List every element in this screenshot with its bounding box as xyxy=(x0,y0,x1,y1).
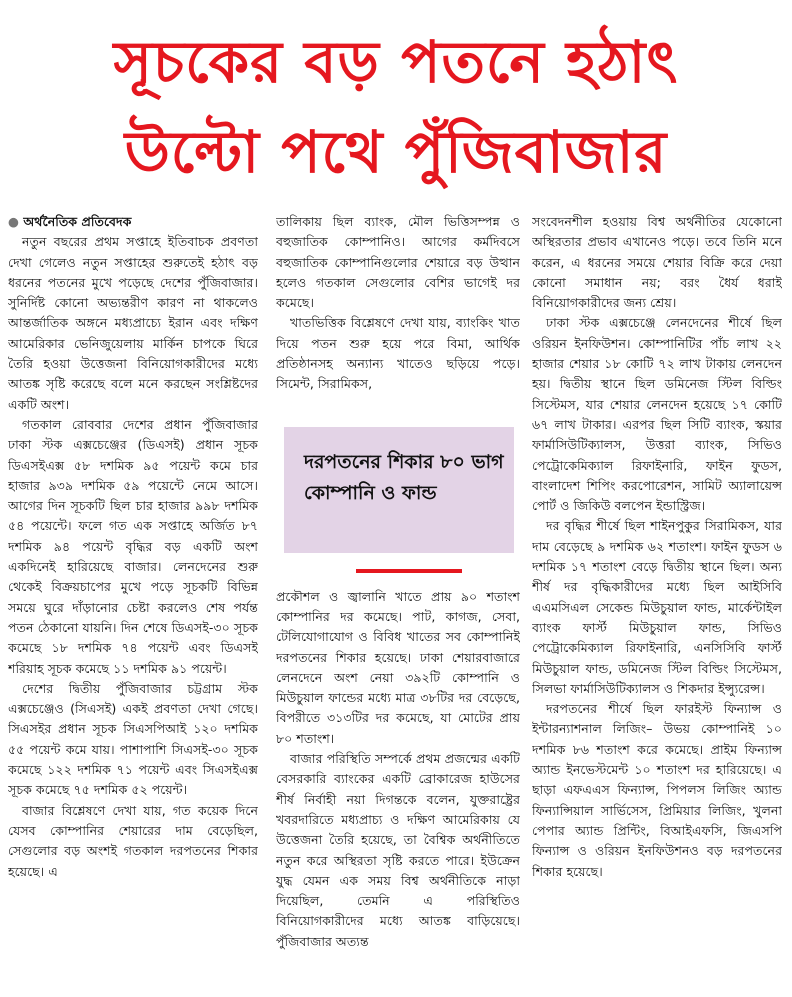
pull-quote: দরপতনের শিকার ৮০ ভাগ কোম্পানি ও ফান্ড xyxy=(284,427,514,553)
paragraph: প্রকৌশল ও জ্বালানি খাতে প্রায় ৯০ শতাংশ কোম্পানির দর কমেছে। পাট, কাগজ, সেবা, টেলিযোগাযোগ ও বিবিধ খাতের সব কোম্পানিই দরপতনের শিকার হয়েছে। ঢাকা শেয়ারবাজারে লেনদেনে অংশ নেয়া ৩৯২টি কোম্পানি ও মিউচুয়াল ফান্ডের মধ্যে মাত্র ৩৮টির দর বেড়েছে, বিপরীতে ৩১৩টির দর কমেছে, যা মোটের প্রায় ৮০ শতাংশ। xyxy=(276,588,520,746)
paragraph: সংবেদনশীল হওয়ায় বিশ্ব অর্থনীতির যেকোনো অস্থিরতার প্রভাব এখানেও পড়ে। তবে তিনি মনে করেন, এ ধরনের সময়ে শেয়ার বিক্রি করে দেয়া কোনো সমাধান নয়; বরং ধৈর্য ধরাই বিনিয়োগকারীদের জন্য শ্রেয়। xyxy=(532,214,782,311)
article-column-1 xyxy=(8,212,258,992)
article-column-3 xyxy=(532,212,782,992)
headline-line-1: সূচকের বড় পতনে হঠাৎ xyxy=(113,28,679,96)
bullet-icon: ● xyxy=(8,214,24,229)
article-column-2 xyxy=(276,212,520,992)
paragraph: দেশের দ্বিতীয় পুঁজিবাজার চট্টগ্রাম স্টক এক্সচেঞ্জেও (সিএসই) একই প্রবণতা দেখা গেছে। সিএসইর প্রধান সূচক সিএসপিআই ১২০ দশমিক ৫৫ পয়েন্ট কমে যায়। পাশাপাশি সিএসই-৩০ সূচক কমেছে ১২২ দশমিক ৭১ পয়েন্ট এবং সিএসইএক্স সূচক কমেছে ৭৫ দশমিক ৫২ পয়েন্ট। xyxy=(8,680,258,798)
paragraph: দর বৃদ্ধির শীর্ষে ছিল শাইনপুকুর সিরামিকস, যার দাম বেড়েছে ৯ দশমিক ৬২ শতাংশ। ফাইন ফুডস ৬ দশমিক ১৭ শতাংশ বেড়ে দ্বিতীয় স্থানে ছিল। অন্য শীর্ষ দর বৃদ্ধিকারীদের মধ্যে ছিল আইসিবি এএমসিএল সেকেন্ড মিউচুয়াল ফান্ড, মার্কেন্টাইল ব্যাংক ফার্স্ট মিউচুয়াল ফান্ড, সিভিও পেট্রোকেমিক্যাল রিফাইনারি, এনসিসিবি ফার্স্ট মিউচুয়াল ফান্ড, ডমিনেজ স্টিল বিল্ডিং সিস্টেমস, সিলভা ফার্মাসিউটিক্যালস ও শিকদার ইন্স্যুরেন্স। xyxy=(532,518,782,696)
paragraph: দরপতনের শীর্ষে ছিল ফারইস্ট ফিন্যান্স ও ইন্টারন্যাশনাল লিজিং– উভয় কোম্পানিই ১০ দশমিক ৮৬ শতাংশ করে কমেছে। প্রাইম ফিন্যান্স অ্যান্ড ইনভেস্টমেন্ট ১০ শতাংশ দর হারিয়েছে। এ ছাড়া এফএএস ফিন্যান্স, পিপলস লিজিং অ্যান্ড ফিন্যান্সিয়াল সার্ভিসেস, প্রিমিয়ার লিজিং, খুলনা পেপার অ্যান্ড প্রিন্টিং, বিআইএফসি, জিএসপি ফিন্যান্স ও ওরিয়ন ইনফিউশনও বড় দরপতনের শিকার হয়েছে। xyxy=(532,701,782,879)
paragraph: নতুন বছরের প্রথম সপ্তাহে ইতিবাচক প্রবণতা দেখা গেলেও নতুন সপ্তাহের শুরুতেই হঠাৎ বড় ধরনের পতনের মুখে পড়েছে দেশের পুঁজিবাজার। সুনির্দিষ্ট কোনো অভ্যন্তরীণ কারণ না থাকলেও আন্তর্জাতিক অঙ্গনে মধ্যপ্রাচ্যে ইরান এবং দক্ষিণ আমেরিকার ভেনিজুয়েলায় মার্কিন চাপকে ঘিরে তৈরি হওয়া উত্তেজনা বিনিয়োগকারীদের মধ্যে আতঙ্ক সৃষ্টি করেছে বলে মনে করছেন সংশ্লিষ্টদের একটি অংশ। xyxy=(8,234,258,412)
byline xyxy=(8,212,258,232)
paragraph: খাতভিত্তিক বিশ্লেষণে দেখা যায়, ব্যাংকিং খাত দিয়ে পতন শুরু হয়ে পরে বিমা, আর্থিক প্রতিষ্ঠানসহ অন্যান্য খাতেও ছড়িয়ে পড়ে। সিমেন্ট, সিরামিকস, xyxy=(276,315,520,392)
paragraph: বাজার পরিস্থিতি সম্পর্কে প্রথম প্রজন্মের একটি বেসরকারি ব্যাংকের একটি ব্রোকারেজ হাউসের শীর্ষ নির্বাহী নয়া দিগন্তকে বলেন, যুক্তরাষ্ট্রের খবরদারিতে মধ্যপ্রাচ্য ও দক্ষিণ আমেরিকায় যে উত্তেজনা তৈরি হয়েছে, তা বৈশ্বিক অর্থনীতিতে নতুন করে অস্থিরতা সৃষ্টি করতে পারে। ইউক্রেন যুদ্ধ যেমন এক সময় বিশ্ব অর্থনীতিকে নাড়া দিয়েছিল, তেমনি এ পরিস্থিতিও বিনিয়োগকারীদের মধ্যে আতঙ্ক বাড়িয়েছে। পুঁজিবাজার অত্যন্ত xyxy=(276,751,520,949)
byline-text: অর্থনৈতিক প্রতিবেদক xyxy=(23,214,132,229)
paragraph: ঢাকা স্টক এক্সচেঞ্জে লেনদেনের শীর্ষে ছিল ওরিয়ন ইনফিউশন। কোম্পানিটির পাঁচ লাখ ২২ হাজার শেয়ার ১৮ কোটি ৭২ লাখ টাকায় লেনদেন হয়। দ্বিতীয় স্থানে ছিল ডমিনেজ স্টিল বিল্ডিং সিস্টেমস, যার শেয়ার লেনদেন হয়েছে ১৭ কোটি ৬৭ লাখ টাকার। এরপর ছিল সিটি ব্যাংক, স্কয়ার ফার্মাসিউটিক্যালস, উত্তরা ব্যাংক, সিভিও পেট্রোকেমিক্যাল রিফাইনারি, ফাইন ফুডস, বাংলাদেশ শিপিং করপোরেশন, সামিট অ্যালায়েন্স পোর্ট ও জিকিউ বলপেন ইন্ডাস্ট্রিজ। xyxy=(532,315,782,514)
headline-line-2: উল্টো পথে পুঁজিবাজার xyxy=(124,118,668,186)
paragraph: গতকাল রোববার দেশের প্রধান পুঁজিবাজার ঢাকা স্টক এক্সচেঞ্জের (ডিএসই) প্রধান সূচক ডিএসইএক্স ৫৮ দশমিক ৯৫ পয়েন্ট কমে চার হাজার ৯৩৯ দশমিক ৫৯ পয়েন্টে নেমে আসে। আগের দিন সূচকটি ছিল চার হাজার ৯৯৮ দশমিক ৫৪ পয়েন্টে। ফলে গত এক সপ্তাহে অর্জিত ৮৭ দশমিক ৯৪ পয়েন্ট বৃদ্ধির বড় একটি অংশ একদিনেই হারিয়েছে বাজার। লেনদেনের শুরু থেকেই বিক্রয়চাপের মুখে পড়ে সূচকটি বিভিন্ন সময়ে ঘুরে দাঁড়ানোর চেষ্টা করলেও শেষ পর্যন্ত পতন ঠেকানো যায়নি। দিন শেষে ডিএসই-৩০ সূচক কমেছে ১৮ দশমিক ৭৪ পয়েন্ট এবং ডিএসই শরিয়াহ সূচক কমেছে ১১ দশমিক ৯১ পয়েন্ট। xyxy=(8,416,258,676)
paragraph: বাজার বিশ্লেষণে দেখা যায়, গত কয়েক দিনে যেসব কোম্পানির শেয়ারের দাম বেড়েছিল, সেগুলোর বড় অংশই গতকাল দরপতনের শিকার হয়েছে। এ xyxy=(8,802,258,879)
paragraph: তালিকায় ছিল ব্যাংক, মৌল ভিত্তিসম্পন্ন ও বহুজাতিক কোম্পানিও। আগের কর্মদিবসে বহুজাতিক কোম্পানিগুলোর শেয়ারে বড় উত্থান হলেও গতকাল সেগুলোর বেশির ভাগেই দর কমেছে। xyxy=(276,214,520,311)
pull-quote-rule xyxy=(356,569,462,573)
